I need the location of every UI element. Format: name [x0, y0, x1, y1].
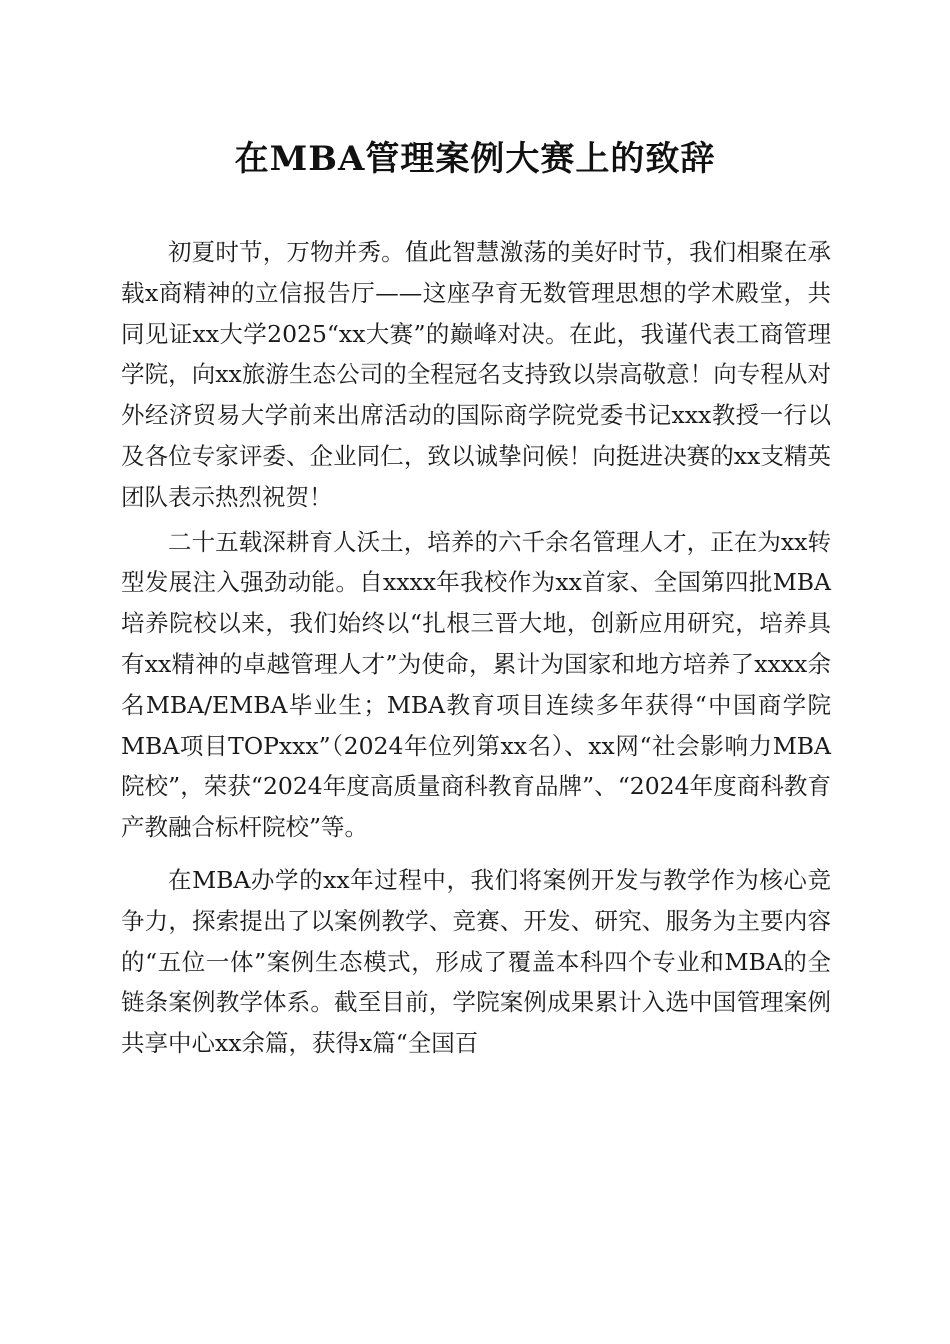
paragraph-welcome: 初夏时节，万物并秀。值此智慧激荡的美好时节，我们相聚在承载x商精神的立信报告厅——这座孕育无数管理思想的学术殿堂，共同见证xx大学2025“xx大赛”的巅峰对决。在此，我谨代表工商管理学院，向xx旅游生态公司的全程冠名支持致以崇高敬意！向专程从对外经济贸易大学前来出席活动的国际商学院党委书记xxx教授一行以及各位专家评委、企业同仁，致以诚挚问候！向挺进决赛的xx支精英团队表示热烈祝贺！ — [121, 238, 831, 511]
paragraph-case-teaching: 在MBA办学的xx年过程中，我们将案例开发与教学作为核心竞争力，探索提出了以案例教学、竞赛、开发、研究、服务为主要内容的“五位一体”案例生态模式，形成了覆盖本科四个专业和MBA的全链条案例教学体系。截至目前，学院案例成果累计入选中国管理案例共享中心xx余篇，获得x篇“全国百 — [121, 865, 831, 1058]
document-body — [121, 232, 831, 1068]
paragraph-history: 二十五载深耕育人沃土，培养的六千余名管理人才，正在为xx转型发展注入强劲动能。自xxxx年我校作为xx首家、全国第四批MBA培养院校以来，我们始终以“扎根三晋大地，创新应用研究，培养具有xx精神的卓越管理人才”为使命，累计为国家和地方培养了xxxx余名MBA/EMBA毕业生；MBA教育项目连续多年获得“中国商学院MBA项目TOPxxx”（2024年位列第xx名）、xx网“社会影响力MBA院校”，荣获“2024年度高质量商科教育品牌”、“2024年度商科教育产教融合标杆院校”等。 — [121, 527, 831, 842]
document-title: 在MBA管理案例大赛上的致辞 — [234, 139, 716, 179]
